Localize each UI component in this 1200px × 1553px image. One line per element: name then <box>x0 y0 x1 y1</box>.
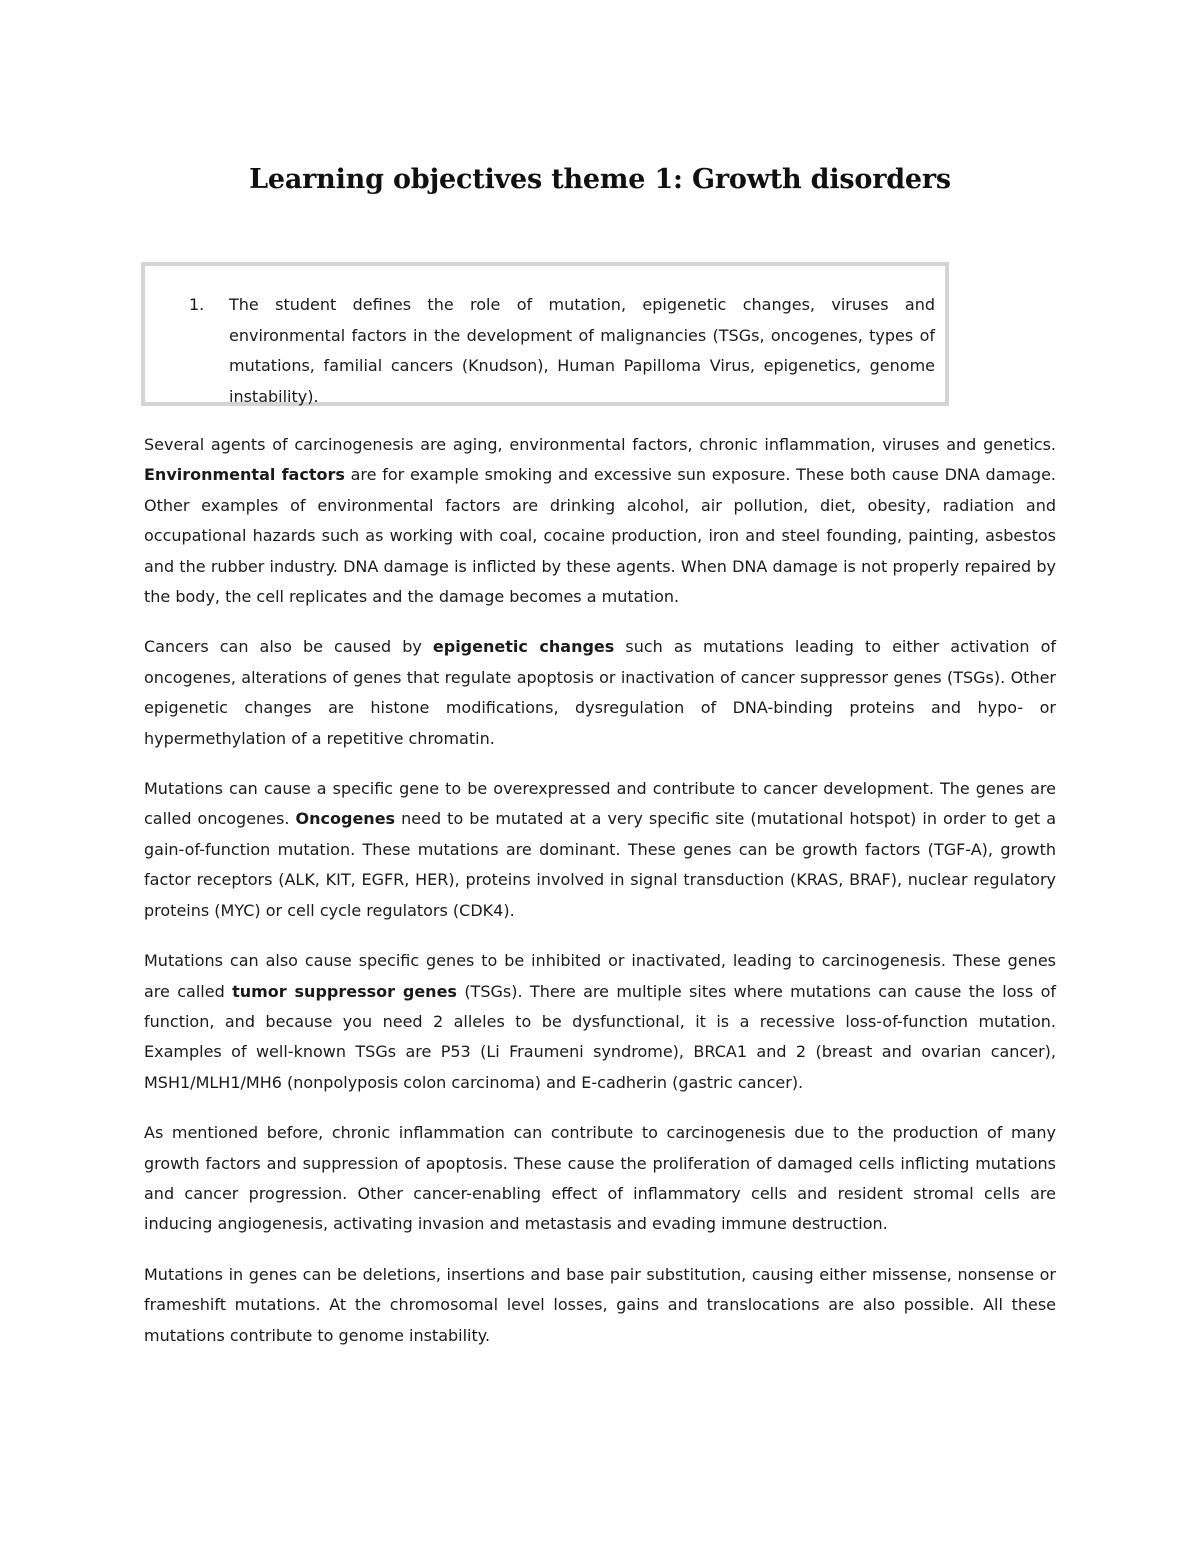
bold-term: tumor suppressor genes <box>232 981 457 1001</box>
body-text <box>144 430 1056 1371</box>
paragraph-text: Several agents of carcinogenesis are aging, environmental factors, chronic inflammation, viruses and genetics. <box>144 435 1056 454</box>
paragraph-oncogenes <box>144 774 1056 926</box>
paragraph-text: Mutations can also cause specific genes to be inhibited or inactivated, leading to carcinogenesis. These genes are called <box>144 951 1056 1001</box>
paragraph-text: As mentioned before, chronic inflammation can contribute to carcinogenesis due to the production of many growth factors and suppression of apoptosis. These cause the proliferation of damaged cells inflicting mutations and cancer progression. Other cancer-enabling effect of inflammatory cells and resident stromal cells are inducing angiogenesis, activating invasion and metastasis and evading immune destruction. <box>144 1123 1056 1234</box>
paragraph-text: such as mutations leading to either activation of oncogenes, alterations of genes that regulate apoptosis or inactivation of cancer suppressor genes (TSGs). Other epigenetic changes are histone modifications, dysregulation of DNA-binding proteins and hypo- or hypermethylation of a repetitive chromatin. <box>144 637 1057 748</box>
paragraph-text: Cancers can also be caused by <box>144 637 433 657</box>
bold-term: Oncogenes <box>295 809 396 829</box>
paragraph-text: Mutations can cause a specific gene to be overexpressed and contribute to cancer development. The genes are called oncogenes. <box>144 779 1056 829</box>
bold-term: Environmental factors <box>144 465 345 485</box>
page-title: Learning objectives theme 1: Growth disorders <box>249 164 951 195</box>
objective-number: 1. <box>189 295 205 314</box>
bold-term: epigenetic changes <box>432 637 615 657</box>
paragraph-agents <box>144 430 1056 612</box>
objectives-list <box>189 290 935 412</box>
paragraph-text: are for example smoking and excessive sun exposure. These both cause DNA damage. Other examples of environmental factors are drinking alcohol, air pollution, diet, obesity, radiation and occupational hazards such as working with coal, cocaine production, iron and steel founding, painting, asbestos and the rubber industry. DNA damage is inflicted by these agents. When DNA damage is not properly repaired by the body, the cell replicates and the damage becomes a mutation. <box>144 465 1056 607</box>
paragraph-text: Mutations in genes can be deletions, insertions and base pair substitution, causing either missense, nonsense or frameshift mutations. At the chromosomal level losses, gains and translocations are also possible. All these mutations contribute to genome instability. <box>144 1264 1056 1345</box>
paragraph-text: (TSGs). There are multiple sites where mutations can cause the loss of function, and because you need 2 alleles to be dysfunctional, it is a recessive loss-of-function mutation. Examples of well-known TSGs are P53 (Li Fraumeni syndrome), BRCA1 and 2 (breast and ovarian cancer), MSH1/MLH1/MH6 (nonpolyposis colon carcinoma) and E-cadherin (gastric cancer). <box>144 981 1056 1092</box>
paragraph-tsgs <box>144 946 1056 1098</box>
objective-item <box>189 290 935 412</box>
paragraph-epigenetic <box>144 632 1056 754</box>
paragraph-text: need to be mutated at a very specific site (mutational hotspot) in order to get a gain-of-function mutation. These mutations are dominant. These genes can be growth factors (TGF-A), growth factor receptors (ALK, KIT, EGFR, HER), proteins involved in signal transduction (KRAS, BRAF), nuclear regulatory proteins (MYC) or cell cycle regulators (CDK4). <box>144 809 1056 920</box>
objective-text: The student defines the role of mutation, epigenetic changes, viruses and environmental factors in the development of malignancies (TSGs, oncogenes, types of mutations, familial cancers (Knudson), Human Papilloma Virus, epigenetics, genome instability). <box>229 295 935 406</box>
learning-objectives-box <box>141 262 949 406</box>
paragraph-inflammation <box>144 1118 1056 1240</box>
paragraph-mutation-types <box>144 1260 1056 1351</box>
